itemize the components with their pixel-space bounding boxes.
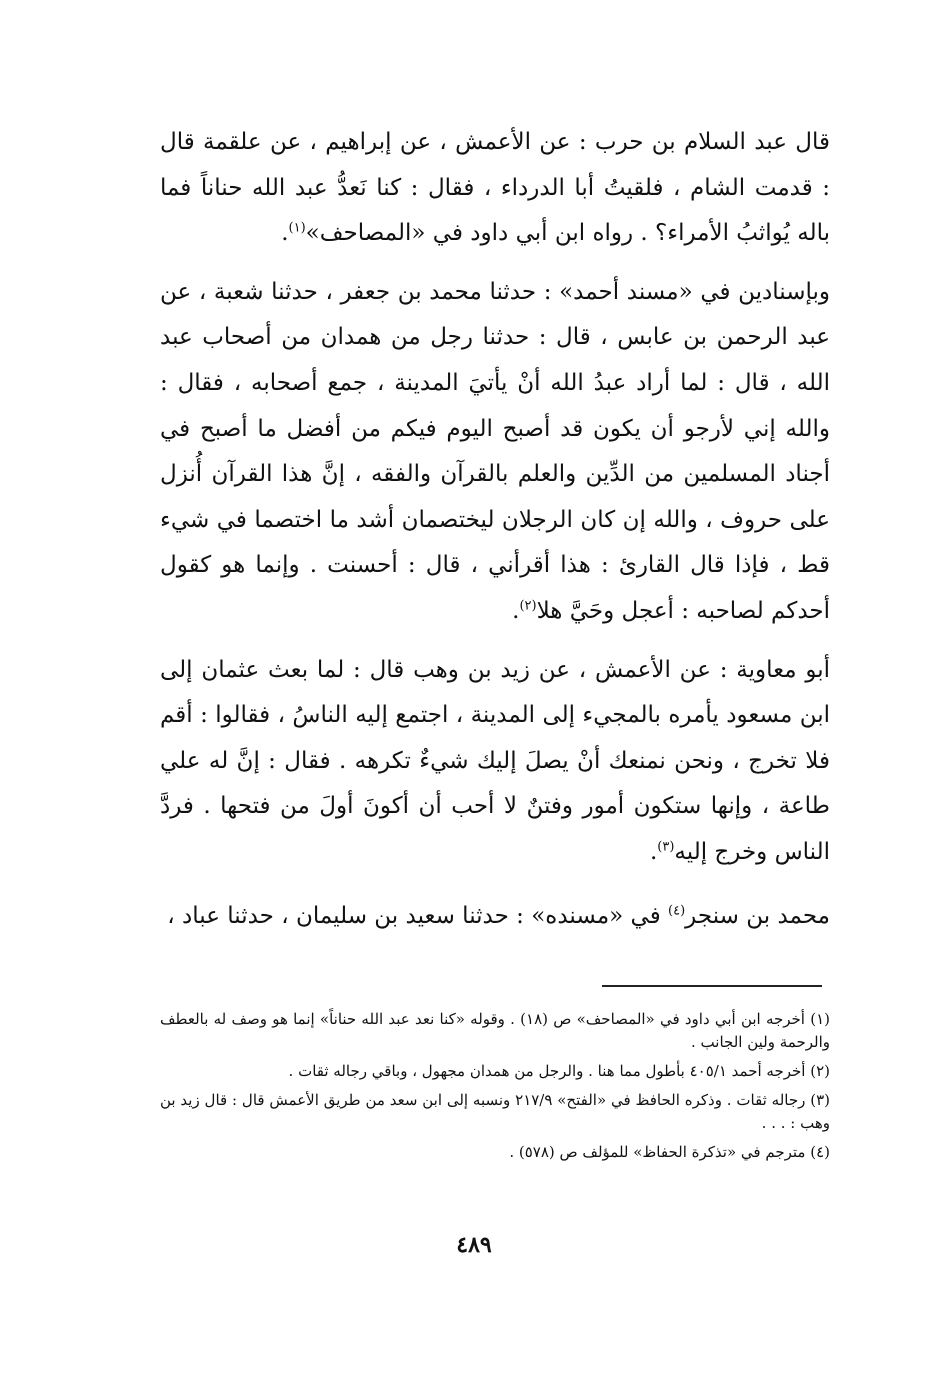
paragraph-text: قال عبد السلام بن حرب : عن الأعمش ، عن إبراهيم ، عن علقمة قال : قدمت الشام ، فلقيتُ أبا الدرداء ، فقال : كنا نَعدُّ عبد الله حناناً فما باله يُواثبُ الأمراء؟ . رواه ابن أبي داود في «المصاحف» [160,129,830,247]
paragraph-tail: . [512,597,520,624]
paragraph-1 [160,120,830,257]
paragraph-text: أبو معاوية : عن الأعمش ، عن زيد بن وهب قال : لما بعث عثمان إلى ابن مسعود يأمره بالمجيء إلى المدينة ، اجتمع إليه الناسُ ، فقالوا : أقم فلا تخرج ، ونحن نمنعك أنْ يصلَ إليك شيءٌ تكرهه . فقال : إنَّ له علي طاعة ، وإنها ستكون أمور وفتنٌ لا أحب أن أكونَ أولَ من فتحها . فردَّ الناس وخرج إليه [160,656,830,865]
paragraph-tail: . [281,220,289,247]
footnote-ref-2[interactable]: (٢) [519,598,537,614]
footnote-2: (٢) أخرجه أحمد ٤٠٥/١ بأطول مما هنا . والرجل من همدان مجهول ، وباقي رجاله ثقات . [288,1062,830,1080]
footnote-ref-3[interactable]: (٣) [657,839,675,855]
footnote-3: (٣) رجاله ثقات . وذكره الحافظ في «الفتح» ٢١٧/٩ ونسبه إلى ابن سعد من طريق الأعمش قال : قال زيد بن وهب : . . . [160,1091,830,1132]
footnotes [160,1008,830,1170]
main-text [160,120,830,939]
paragraph-3 [160,648,830,876]
page-number: ٤٨٩ [456,1232,492,1258]
footnote-1: (١) أخرجه ابن أبي داود في «المصاحف» ص (١٨) . وقوله «كنا نعد عبد الله حناناً» إنما هو وصف له بالعطف والرحمة ولين الجانب . [160,1010,830,1051]
footnote-4: (٤) مترجم في «تذكرة الحفاظ» للمؤلف ص (٥٧٨) . [509,1143,830,1161]
paragraph-2 [160,270,830,635]
footnote-separator [602,985,822,987]
paragraph-tail: . [649,838,658,865]
paragraph-text-start: محمد بن سنجر [685,902,830,929]
paragraph-4 [160,894,830,940]
paragraph-text-end: في «مسنده» : حدثنا سعيد بن سليمان ، حدثنا عباد ، [167,902,661,929]
footnote-ref-1[interactable]: (١) [288,220,306,236]
footnote-ref-4[interactable]: (٤) [668,902,686,918]
paragraph-text: وبإسنادين في «مسند أحمد» : حدثنا محمد بن جعفر ، حدثنا شعبة ، عن عبد الرحمن بن عابس ، قال : حدثنا رجل من همدان من أصحاب عبد الله ، قال : لما أراد عبدُ الله أنْ يأتيَ المدينة ، جمع أصحابه ، فقال : والله إني لأرجو أن يكون قد أصبح اليوم فيكم من أفضل ما أصبح في أجناد المسلمين من الدِّين والعلم بالقرآن والفقه ، إنَّ هذا القرآن أُنزل على حروف ، والله إن كان الرجلان ليختصمان أشد ما اختصما في شيء قط ، فإذا قال القارئ : هذا أقرأني ، قال : أحسنت . وإنما هو كقول أحدكم لصاحبه : أعجل وحَيَّ هلا [160,278,830,624]
